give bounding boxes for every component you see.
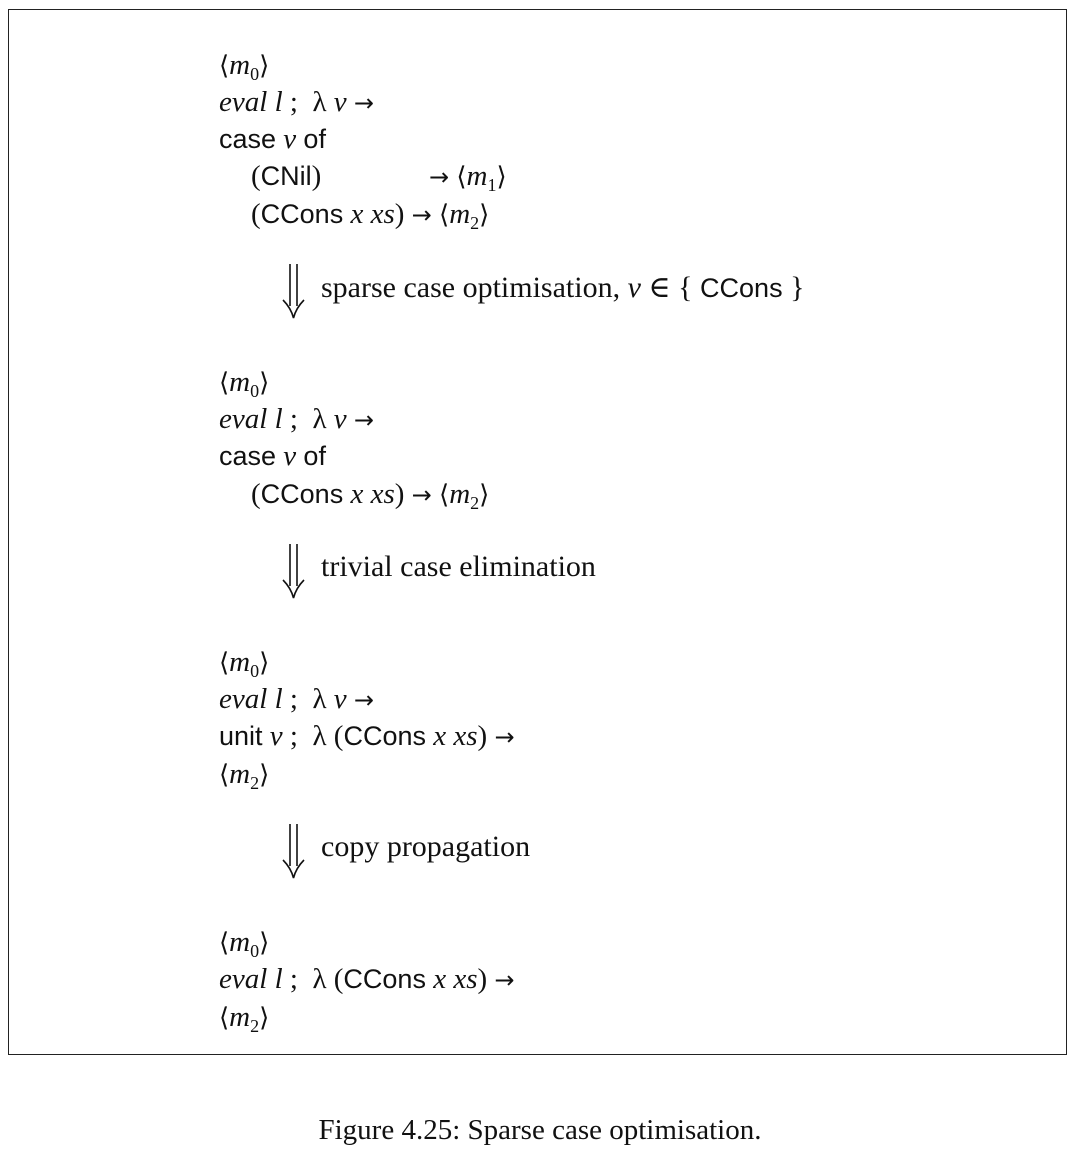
figure-frame [8, 9, 1067, 1055]
code-line-alt-cons: (CCons x $xs) \to ⟨m_2⟩$ [251, 198, 490, 233]
figure-caption: Figure 4.25: Sparse case optimisation. [318, 1114, 762, 1146]
code-line-alt-cons: (CCons x $xs) \to ⟨m_2⟩$ [251, 478, 490, 513]
code-line-unit: unit v ; λ (CCons x xs) → [219, 720, 515, 752]
double-down-arrow-icon [279, 262, 309, 322]
code-line-m0: $⟨m_0⟩$ [219, 926, 270, 961]
code-line-m2: $⟨m_2⟩$ [219, 1001, 270, 1036]
code-line-m0: $⟨m_0⟩$ [219, 366, 270, 401]
code-line-eval: eval l ; λ v → [219, 683, 374, 715]
code-line-eval-cons: eval l ; λ (CCons x xs) → [219, 963, 515, 995]
double-down-arrow-icon [279, 822, 309, 882]
code-line-m0: $⟨m_0⟩$ [219, 49, 270, 84]
step-label: copy propagation [321, 830, 531, 863]
code-line-eval: eval l ; λ v → [219, 86, 374, 118]
code-line-case: case v of [219, 440, 326, 472]
code-line-m0: $⟨m_0⟩$ [219, 646, 270, 681]
code-line-case: case v of [219, 123, 326, 155]
double-down-arrow-icon [279, 542, 309, 602]
code-line-alt-nil: (CNil) → $⟨m_1⟩$ [251, 160, 507, 195]
code-line-m2: $⟨m_2⟩$ [219, 758, 270, 793]
step-label: sparse case optimisation, v ∈ { CCons } [321, 271, 805, 304]
step-label: trivial case elimination [321, 550, 596, 583]
code-line-eval: eval l ; λ v → [219, 403, 374, 435]
